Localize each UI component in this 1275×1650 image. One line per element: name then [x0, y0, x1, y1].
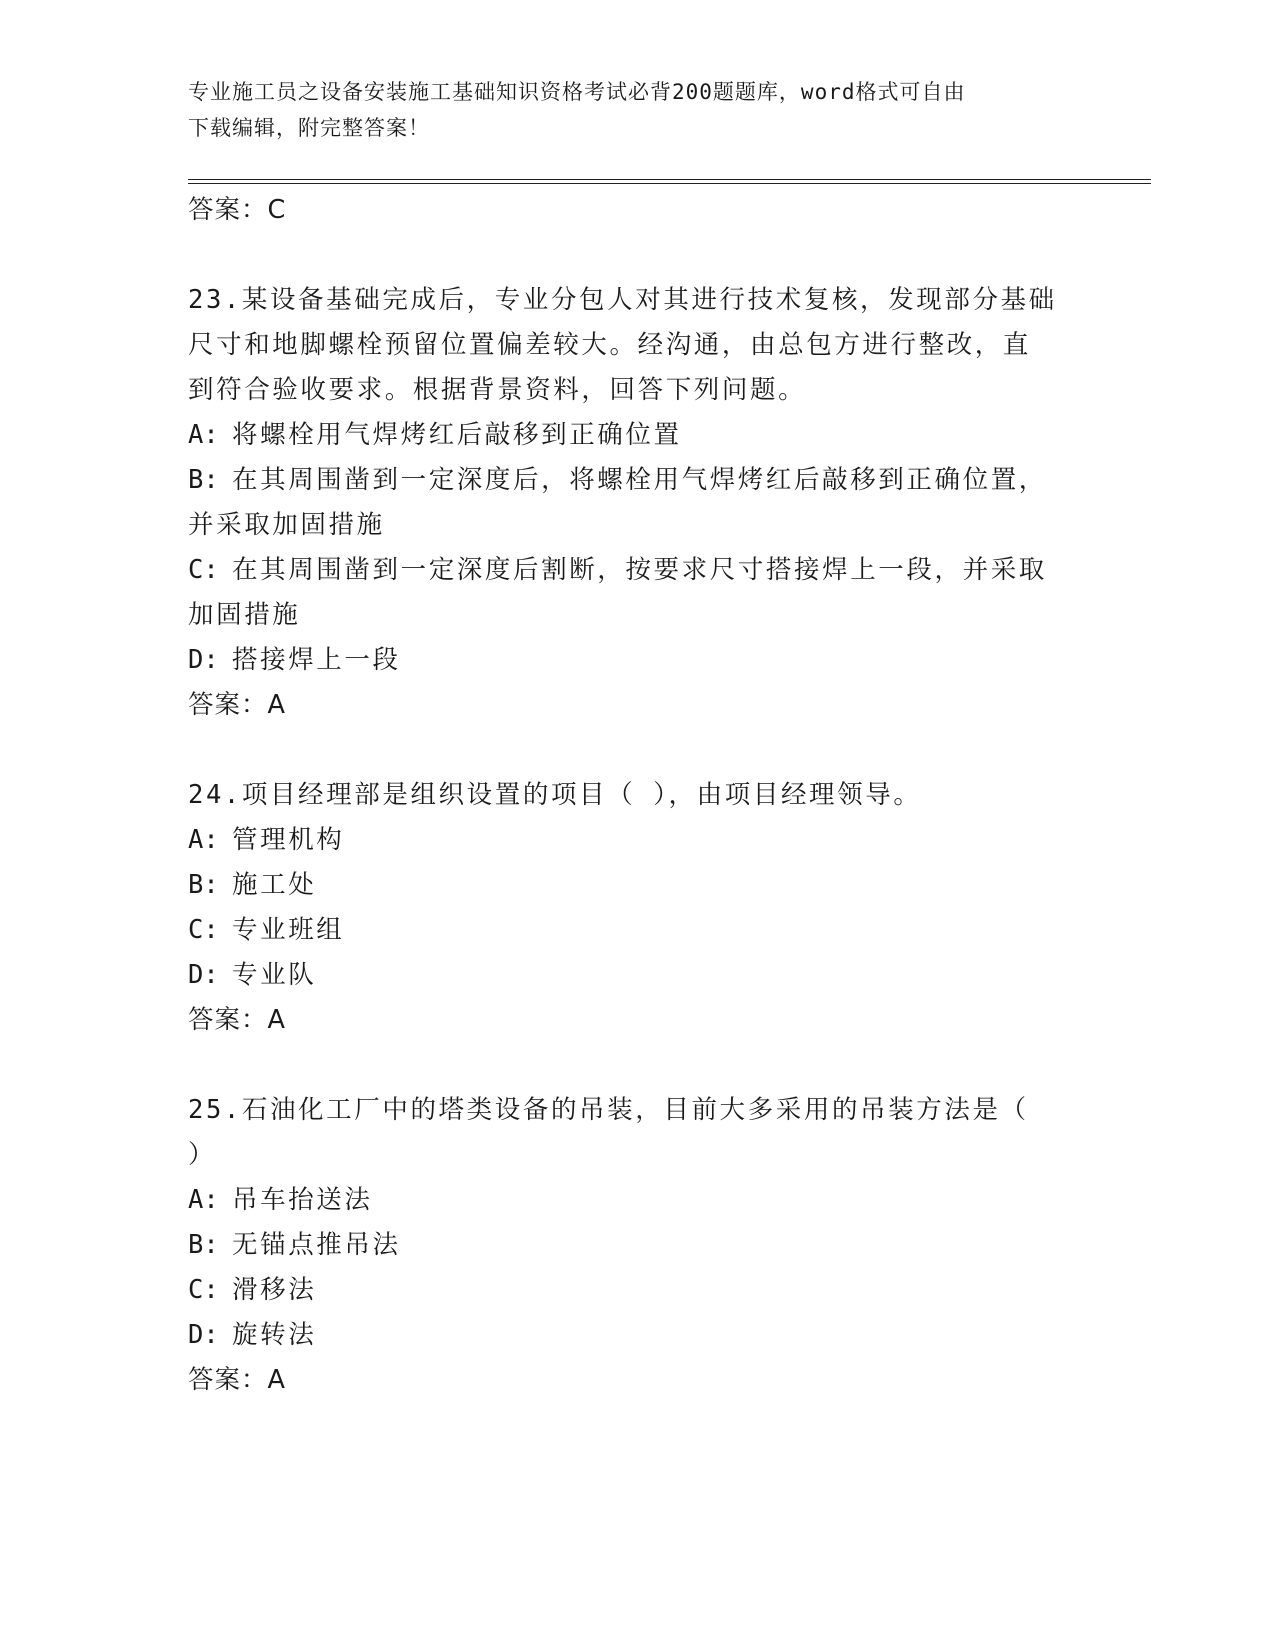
option-text: 滑移法 [232, 1275, 317, 1305]
question-23-stem-line-2: 尺寸和地脚螺栓预留位置偏差较大。经沟通，由总包方进行整改，直 [188, 330, 1032, 360]
option-text: 旋转法 [232, 1320, 317, 1350]
question-24-stem: 24.项目经理部是组织设置的项目（ ），由项目经理领导。 [188, 780, 922, 810]
document-header [188, 74, 1068, 146]
option-text: 在其周围凿到一定深度后割断，按要求尺寸搭接焊上一段，并采取 [232, 555, 1047, 585]
option-text: 无锚点推吊法 [232, 1230, 401, 1260]
header-rule-top [188, 179, 1151, 180]
question-24-option-c [188, 913, 344, 947]
question-23-option-c-continued: 加固措施 [188, 600, 301, 630]
header-line-2: 下载编辑，附完整答案！ [188, 116, 430, 140]
option-text: 专业班组 [232, 915, 345, 945]
answer-previous: 答案：C [188, 195, 287, 225]
question-25-option-d [188, 1318, 316, 1352]
option-key: D: [188, 1320, 219, 1350]
option-key: D: [188, 960, 219, 990]
question-23-stem-line-1: 23.某设备基础完成后，专业分包人对其进行技术复核，发现部分基础 [188, 285, 1057, 315]
option-text: 吊车抬送法 [232, 1185, 373, 1215]
question-25-option-b [188, 1228, 401, 1262]
question-23-option-b [188, 463, 1047, 497]
question-25-option-a [188, 1183, 373, 1217]
option-text: 专业队 [232, 960, 317, 990]
option-key: C: [188, 1275, 219, 1305]
option-key: A: [188, 825, 219, 855]
question-24-answer: 答案：A [188, 1005, 286, 1035]
question-23-option-d [188, 643, 401, 677]
option-key: B: [188, 1230, 219, 1260]
option-key: A: [188, 1185, 219, 1215]
option-key: C: [188, 555, 219, 585]
question-23-answer: 答案：A [188, 690, 286, 720]
option-key: B: [188, 870, 219, 900]
header-line-1: 专业施工员之设备安装施工基础知识资格考试必背200题题库，word格式可自由 [188, 80, 966, 104]
question-23-option-a [188, 418, 682, 452]
question-24-option-a [188, 823, 344, 857]
option-key: C: [188, 915, 219, 945]
question-23-stem-line-3: 到符合验收要求。根据背景资料，回答下列问题。 [188, 375, 807, 405]
question-25-stem-line-1: 25.石油化工厂中的塔类设备的吊装，目前大多采用的吊装方法是（ [188, 1095, 1029, 1125]
question-24-option-d [188, 958, 316, 992]
option-text: 施工处 [232, 870, 317, 900]
option-key: D: [188, 645, 219, 675]
header-rule-bottom [188, 183, 1151, 184]
option-text: 将螺栓用气焊烤红后敲移到正确位置 [232, 420, 682, 450]
question-25-answer: 答案：A [188, 1365, 286, 1395]
option-key: B: [188, 465, 219, 495]
option-key: A: [188, 420, 219, 450]
option-text: 管理机构 [232, 825, 345, 855]
question-23-option-b-continued: 并采取加固措施 [188, 510, 385, 540]
question-24-option-b [188, 868, 316, 902]
question-25-option-c [188, 1273, 316, 1307]
question-23-option-c [188, 553, 1047, 587]
question-25-stem-line-2: ） [188, 1140, 217, 1170]
option-text: 在其周围凿到一定深度后，将螺栓用气焊烤红后敲移到正确位置， [232, 465, 1047, 495]
option-text: 搭接焊上一段 [232, 645, 401, 675]
